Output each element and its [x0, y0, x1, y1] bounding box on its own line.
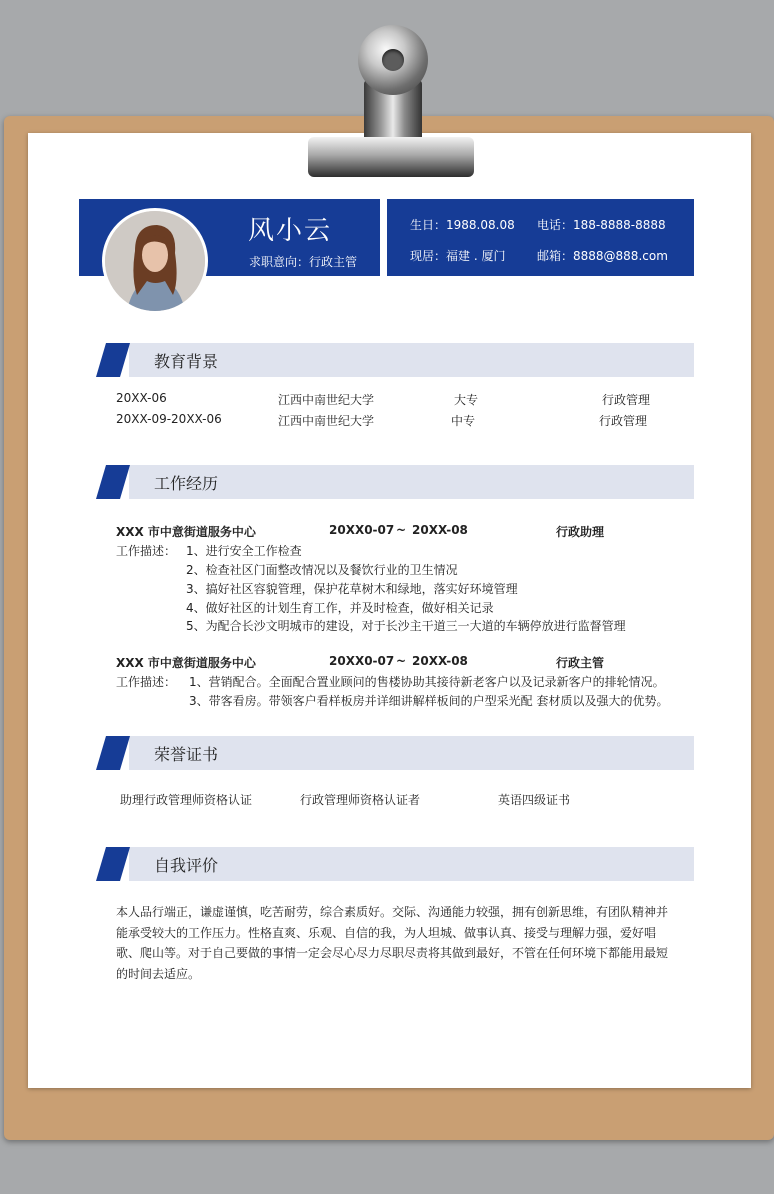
job-desc-label: 工作描述： — [116, 675, 177, 689]
job-start: 20XX0-07 — [329, 523, 395, 537]
candidate-name: 风小云 — [248, 216, 333, 246]
email-address: 邮箱：8888@888.com — [537, 249, 668, 263]
edu-major: 行政管理 — [602, 393, 651, 407]
job-position: 行政主管 — [556, 656, 605, 670]
residence: 现居：福建 . 厦门 — [410, 249, 506, 263]
edu-degree: 中专 — [451, 414, 476, 428]
edu-date: 20XX-09-20XX-06 — [116, 412, 222, 426]
self-title: 自我评价 — [154, 856, 219, 875]
job-start: 20XX0-07 — [329, 654, 395, 668]
job-date-separator: ~ — [396, 654, 407, 668]
birth-date: 生日：1988.08.08 — [410, 218, 515, 232]
job-company: XXX 市中意街道服务中心 — [116, 656, 256, 670]
edu-school: 江西中南世纪大学 — [278, 414, 375, 428]
edu-date: 20XX-06 — [116, 391, 167, 405]
job-duty: 1、进行安全工作检查 — [186, 544, 302, 558]
job-end: 20XX-08 — [412, 654, 468, 668]
self-evaluation-text: 本人品行端正，谦虚谨慎，吃苦耐劳，综合素质好。交际、沟通能力较强，拥有创新思维，有团队精神并能承受较大的工作压力。性格直爽、乐观、自信的我，为人坦城、做事认真、接受与理解力强，爱好唱歌、爬山等。对于自己要做的事情一定会尽心尽力尽职尽责将其做到最好，不管在任何环境下都能用最短的时间去适应。 — [116, 905, 669, 981]
education-title: 教育背景 — [154, 352, 219, 371]
job-duty: 5、为配合长沙文明城市的建设，对于长沙主干道三一大道的车辆停放进行监督管理 — [186, 619, 626, 633]
binder-clip-icon — [306, 25, 476, 180]
honor-item: 行政管理师资格认证者 — [300, 793, 421, 807]
job-duty: 2、检查社区门面整改情况以及餐饮行业的卫生情况 — [186, 563, 458, 577]
job-intent — [249, 253, 357, 270]
job-end: 20XX-08 — [412, 523, 468, 537]
job-desc-label: 工作描述： — [116, 544, 177, 558]
honor-item: 助理行政管理师资格认证 — [120, 793, 253, 807]
job-duty: 3、带客看房。带领客户看样板房并详细讲解样板间的户型采光配 套材质以及强大的优势。 — [189, 694, 669, 708]
job-intent-value: 行政主管 — [309, 255, 358, 269]
edu-school: 江西中南世纪大学 — [278, 393, 375, 407]
job-company: XXX 市中意街道服务中心 — [116, 525, 256, 539]
job-date-separator: ~ — [396, 523, 407, 537]
honor-item: 英语四级证书 — [498, 793, 571, 807]
work-title: 工作经历 — [154, 474, 219, 493]
header-contact-panel — [387, 199, 694, 276]
job-duty: 3、搞好社区容貌管理，保护花草树木和绿地，落实好环境管理 — [186, 582, 518, 596]
job-duty: 4、做好社区的计划生育工作，并及时检查，做好相关记录 — [186, 601, 494, 615]
honors-title: 荣誉证书 — [154, 745, 219, 764]
edu-major: 行政管理 — [599, 414, 648, 428]
avatar — [102, 208, 208, 314]
phone-number: 电话：188-8888-8888 — [537, 218, 666, 232]
edu-degree: 大专 — [454, 393, 479, 407]
job-position: 行政助理 — [556, 525, 605, 539]
job-intent-label: 求职意向： — [249, 255, 310, 269]
job-duty: 1、营销配合。全面配合置业顾问的售楼协助其接待新老客户以及记录新客户的排轮情况。 — [189, 675, 665, 689]
